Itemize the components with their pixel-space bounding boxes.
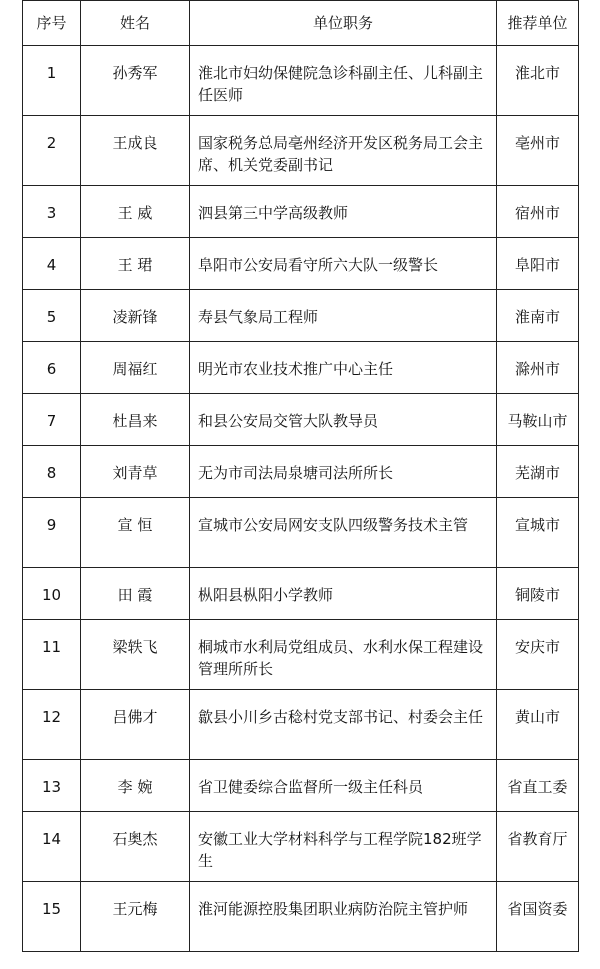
cell-no: 7 [23,394,81,446]
table-row [23,290,579,342]
cell-position: 泗县第三中学高级教师 [190,186,497,238]
cell-recommender: 省直工委 [497,760,579,812]
table-row [23,812,579,882]
cell-recommender: 宿州市 [497,186,579,238]
cell-no: 1 [23,46,81,116]
cell-recommender: 淮南市 [497,290,579,342]
cell-recommender: 亳州市 [497,116,579,186]
cell-position: 桐城市水利局党组成员、水利水保工程建设管理所所长 [190,620,497,690]
table-row [23,394,579,446]
cell-position: 和县公安局交管大队教导员 [190,394,497,446]
table-header-row [23,1,579,46]
cell-position: 安徽工业大学材料科学与工程学院182班学生 [190,812,497,882]
cell-recommender: 芜湖市 [497,446,579,498]
table-row [23,186,579,238]
table-row [23,46,579,116]
cell-name: 王元梅 [81,882,190,952]
cell-position: 明光市农业技术推广中心主任 [190,342,497,394]
cell-no: 2 [23,116,81,186]
cell-position: 无为市司法局泉塘司法所所长 [190,446,497,498]
cell-name: 田 霞 [81,568,190,620]
table-row [23,342,579,394]
cell-no: 12 [23,690,81,760]
table-body [23,46,579,952]
cell-recommender: 阜阳市 [497,238,579,290]
cell-name: 李 婉 [81,760,190,812]
cell-recommender: 铜陵市 [497,568,579,620]
cell-no: 11 [23,620,81,690]
cell-name: 吕佛才 [81,690,190,760]
header-name: 姓名 [81,1,190,46]
cell-name: 刘青草 [81,446,190,498]
header-no: 序号 [23,1,81,46]
table-row [23,446,579,498]
table-row [23,760,579,812]
cell-position: 枞阳县枞阳小学教师 [190,568,497,620]
cell-no: 8 [23,446,81,498]
cell-no: 4 [23,238,81,290]
header-recommender: 推荐单位 [497,1,579,46]
cell-no: 9 [23,498,81,568]
awardee-table [22,0,579,952]
cell-name: 凌新锋 [81,290,190,342]
cell-position: 宣城市公安局网安支队四级警务技术主管 [190,498,497,568]
table-row [23,498,579,568]
cell-position: 省卫健委综合监督所一级主任科员 [190,760,497,812]
cell-name: 王 威 [81,186,190,238]
cell-recommender: 滁州市 [497,342,579,394]
cell-recommender: 安庆市 [497,620,579,690]
cell-name: 王 珺 [81,238,190,290]
cell-position: 歙县小川乡古稔村党支部书记、村委会主任 [190,690,497,760]
cell-name: 宣 恒 [81,498,190,568]
header-position: 单位职务 [190,1,497,46]
cell-name: 孙秀军 [81,46,190,116]
table-row [23,620,579,690]
table-row [23,882,579,952]
cell-no: 6 [23,342,81,394]
cell-recommender: 黄山市 [497,690,579,760]
cell-position: 国家税务总局亳州经济开发区税务局工会主席、机关党委副书记 [190,116,497,186]
table-row [23,568,579,620]
cell-recommender: 淮北市 [497,46,579,116]
cell-recommender: 宣城市 [497,498,579,568]
cell-position: 阜阳市公安局看守所六大队一级警长 [190,238,497,290]
cell-no: 15 [23,882,81,952]
cell-position: 淮河能源控股集团职业病防治院主管护师 [190,882,497,952]
cell-name: 王成良 [81,116,190,186]
cell-recommender: 省教育厅 [497,812,579,882]
cell-no: 13 [23,760,81,812]
cell-name: 梁轶飞 [81,620,190,690]
cell-name: 杜昌来 [81,394,190,446]
cell-no: 14 [23,812,81,882]
cell-no: 10 [23,568,81,620]
cell-no: 5 [23,290,81,342]
cell-position: 淮北市妇幼保健院急诊科副主任、儿科副主任医师 [190,46,497,116]
cell-name: 周福红 [81,342,190,394]
awardee-table-container [22,0,578,952]
cell-no: 3 [23,186,81,238]
table-row [23,238,579,290]
cell-recommender: 马鞍山市 [497,394,579,446]
table-row [23,116,579,186]
cell-name: 石奥杰 [81,812,190,882]
cell-recommender: 省国资委 [497,882,579,952]
cell-position: 寿县气象局工程师 [190,290,497,342]
table-row [23,690,579,760]
